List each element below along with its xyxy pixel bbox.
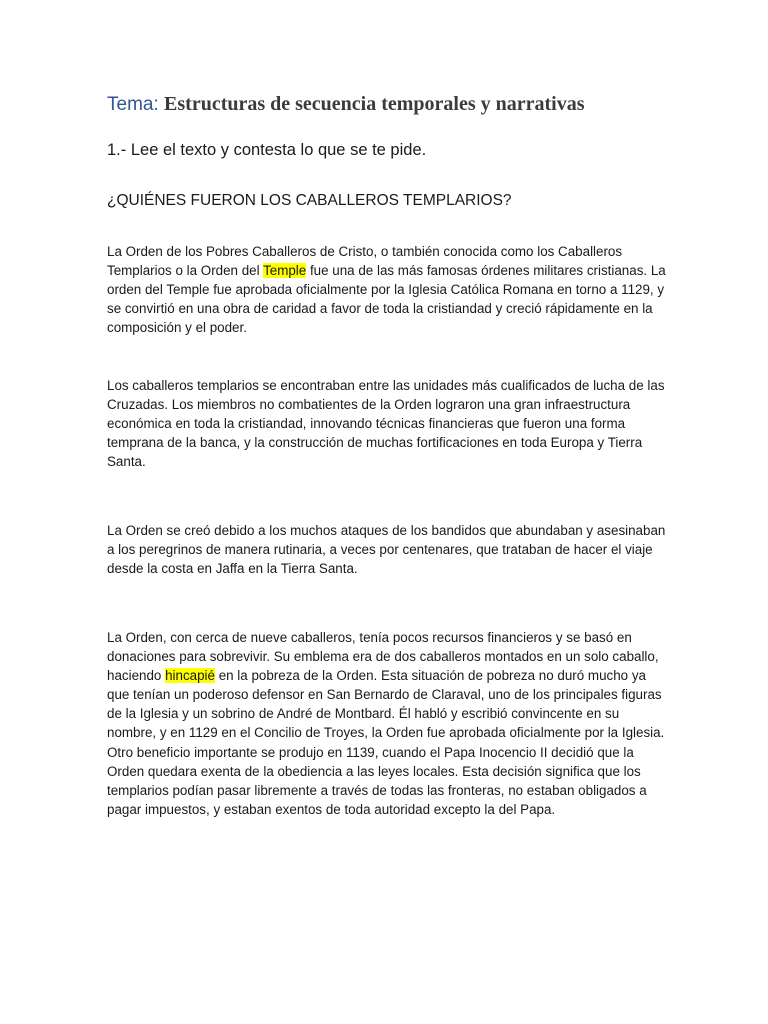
topic-title: Estructuras de secuencia temporales y narrativas [164,93,585,115]
instruction-text: 1.- Lee el texto y contesta lo que se te pide. [107,141,427,159]
paragraph-4-text-end: en la pobreza de la Orden. Esta situación de pobreza no duró mucho ya que tenían un poderoso defensor en San Bernardo de Claraval, uno de los principales figuras de la Iglesia y un sobrino de André de Montbard. Él habló y escribió convincente en su nombre, y en 1129 en el Concilio de Troyes, la Orden fue aprobada oficialmente por la Iglesia. Otro beneficio importante se produjo en 1139, cuando el Papa Inocencio II decidió que la Orden quedara exenta de la obediencia a las leyes locales. Esta decisión significa que los templarios podían pasar libremente a través de todas las fronteras, no estaban obligados a pagar impuestos, y estaban exentos de toda autoridad excepto la del Papa. [107,668,665,817]
paragraph-4-text-start: La Orden, con cerca de nueve caballeros, tenía pocos recursos financieros y se basó en donaciones para sobrevivir. Su emblema era de dos caballeros montados en un solo caballo, haciendo [107,630,659,684]
paragraph-1-text-end: fue una de las más famosas órdenes militares cristianas. La orden del Temple fue aprobada oficialmente por la Iglesia Católica Romana en torno a 1129, y se convirtió en una obra de caridad a favor de toda la cristiandad y creció rápidamente en la composición y el poder. [107,263,666,336]
topic-separator: : [153,94,165,115]
topic-label: Tema [107,94,154,115]
document-title [107,92,585,117]
question-heading: ¿QUIÉNES FUERON LOS CABALLEROS TEMPLARIOS? [107,192,512,209]
paragraph-2: Los caballeros templarios se encontraban entre las unidades más cualificados de lucha de las Cruzadas. Los miembros no combatientes de la Orden lograron una gran infraestructura económica en toda la cristiandad, innovando técnicas financieras que fueron una forma temprana de la banca, y la construcción de muchas fortificaciones en toda Europa y Tierra Santa. [107,378,665,470]
paragraph-4 [107,628,667,819]
highlighted-word-hincapie: hincapié [165,668,215,684]
paragraph-1 [107,242,667,337]
paragraph-1-text-start: La Orden de los Pobres Caballeros de Cristo, o también conocida como los Caballeros Templarios o la Orden del [107,244,623,279]
paragraph-3: La Orden se creó debido a los muchos ataques de los bandidos que abundaban y asesinaban a los peregrinos de manera rutinaria, a veces por centenares, que trataban de hacer el viaje desde la costa en Jaffa en la Tierra Santa. [107,523,666,577]
highlighted-word-temple: Temple [263,263,307,279]
